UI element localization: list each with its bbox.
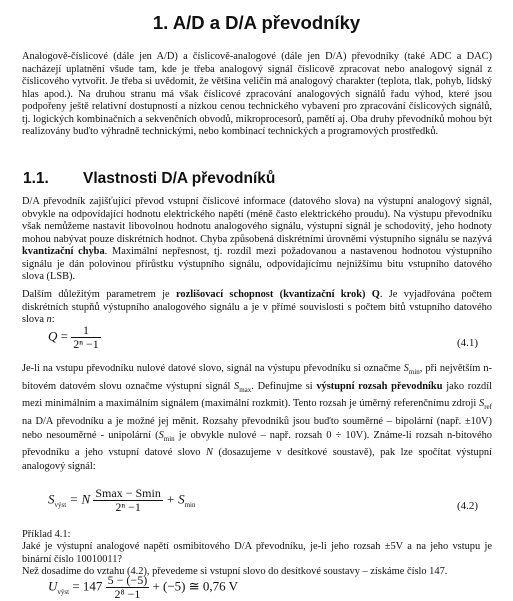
var-s: S — [403, 363, 409, 374]
var-N: N — [206, 447, 213, 459]
text-span: Dalším důležitým parametrem je — [22, 289, 176, 300]
equation-number: (4.1) — [457, 337, 479, 349]
eq-term: + S — [166, 491, 185, 507]
text-span: . Maximální nepřesnost, tj. rozdíl mezi požadovanou a nastavenou hodnotou výstupního signálu je dán polovinou přírůstku výstupního signálu, odpovídajícímu nejnižšímu bitu vstupního datového slova (LSB). — [22, 246, 492, 282]
equation-example — [48, 574, 238, 601]
eq-operator: = N — [69, 491, 91, 507]
equation-number: (4.2) — [457, 500, 479, 512]
paragraph-resolution — [22, 289, 492, 327]
eq-result: + (−5) ≅ 0,76 V — [152, 578, 239, 594]
example-text: Jaké je výstupní analogové napětí osmibitového D/A převodníku, je-li jeho rozsah ±5V a na jeho vstupu je binární číslo 10010011? — [22, 541, 492, 565]
text-span: . Definujme si — [251, 380, 317, 392]
text-span: jako rozdíl mezi minimálním a maximálním signálem (maximální rozkmit). Tento rozsah je úměrný referenčnímu zdroji — [22, 380, 493, 410]
eq-numerator: Smax − Smin — [95, 486, 161, 500]
sub: min — [184, 501, 196, 510]
sub: max — [239, 385, 252, 394]
eq-numerator: 5 − (−5) — [107, 573, 148, 587]
text-span: Je-li na vstupu převodníku nulové datové slovo, signál na výstupu převodníku si označme — [22, 363, 404, 374]
eq-lhs: U — [48, 578, 58, 594]
text-span: , při největším n-bitovém datovém slovu označme výstupní signál — [22, 363, 492, 392]
section-title: Vlastnosti D/A převodníků — [83, 170, 276, 187]
example-title: Příklad 4.1: — [22, 529, 71, 540]
var-s: S — [158, 429, 164, 441]
sub: výst — [54, 501, 67, 510]
var-n: n — [46, 314, 52, 325]
equation-4-2 — [48, 487, 196, 514]
var-s: S — [479, 398, 485, 410]
term-output-range: výstupní rozsah převodníku — [316, 380, 443, 392]
eq-denominator: 2⁸ −1 — [114, 587, 141, 601]
eq-fraction — [106, 574, 150, 601]
text-span: D/A převodník zajišťující převod vstupní číslicové informace (datového slova) na výstupní analogový signál, obvykle na odpovídající hodnotu elektrického napětí (méně často elektrického proudu). Na výstupu převodníku však nemůžeme nastavit libovolnou hodnotu analogového signálu, výstupní signál je schodovitý, jeho hodnoty mohou nabývat pouze diskrétních hodnot. Chyba způsobená diskrétními úrovněmi výstupního signálu se nazývá — [22, 196, 492, 245]
text-span: : — [51, 314, 55, 325]
eq-denominator: 2ⁿ −1 — [115, 500, 141, 514]
example-solution: Než dosadíme do vztahu (4.2), převedeme si vstupní slovo do desítkové soustavy – získáme číslo 147. — [22, 566, 448, 577]
eq-operator: = 147 — [72, 578, 103, 594]
eq-fraction — [71, 324, 101, 351]
text-span: je obvykle nulové – např. rozsah 0 ÷ 10V). Známe-li rozsah n-bitového převodníku a jeho vstupní datové slovo — [22, 429, 492, 459]
section-heading — [23, 170, 493, 188]
sub: ref — [484, 403, 492, 412]
eq-fraction — [93, 487, 162, 514]
intro-paragraph: Analogově-číslicové (dále jen A/D) a číslicově-analogové (dále jen D/A) převodníky (také ADC a DAC) nacházejí uplatnění všude tam, kde je třeba analogový signál číslicově zpracovat nebo analogový signál z číslicového vytvořit. Je třeba si uvědomit, že většina veličin má analogový charakter (teplota, tlak, pohyb, lidský hlas apod.). Na druhou stranu má však číslicové zpracování analogových signálů řadu výhod, které jsou podpořeny ještě relativní dostupností a nízkou cenou technického vybavení pro zpracování číslicových signálů, tj. logických kombinačních a sekvenčních obvodů, mikroprocesorů, pamětí aj. Oba druhy převodníků mohou být realizovány buďto výhradně technickými, nebo kombinací technických a programových prostředků. — [22, 51, 492, 137]
term-resolution: rozlišovací schopnost (kvantizační krok) Q — [175, 289, 380, 300]
page-title: 1. A/D a D/A převodníky — [152, 12, 361, 33]
text-span: . Je vyjadřována počtem diskrétních stupňů výstupního analogového signálu a je v přímé souvislosti s počtem bitů vstupního datového slova — [22, 289, 492, 325]
sub: min — [408, 368, 420, 377]
text-span: na D/A převodníku a je možné jej měnit. Rozsahy převodníků jsou buďto souměrné – bipolární (např. ±10V) nebo nesouměrné - unipolární ( — [22, 416, 492, 441]
eq-lhs: Q — [48, 328, 58, 344]
term-quantization-error: kvantizační chyba — [22, 246, 105, 257]
eq-numerator: 1 — [71, 324, 101, 338]
eq-lhs: S — [48, 491, 55, 507]
var-s: S — [234, 380, 240, 392]
paragraph-quantization — [22, 196, 492, 284]
section-number: 1.1. — [23, 170, 49, 187]
paragraph-output-range — [22, 362, 492, 473]
text-span: (dosazujeme v desítkové soustavě), pak lze spočítat výstupní analogový signál: — [22, 447, 492, 472]
equation-4-1: Q = $\frac{1}{\text{2ⁿ −1}}$ — [48, 323, 99, 351]
sub: min — [163, 434, 175, 443]
sub: výst — [57, 588, 70, 597]
eq-denominator: 2ⁿ −1 — [73, 337, 99, 351]
